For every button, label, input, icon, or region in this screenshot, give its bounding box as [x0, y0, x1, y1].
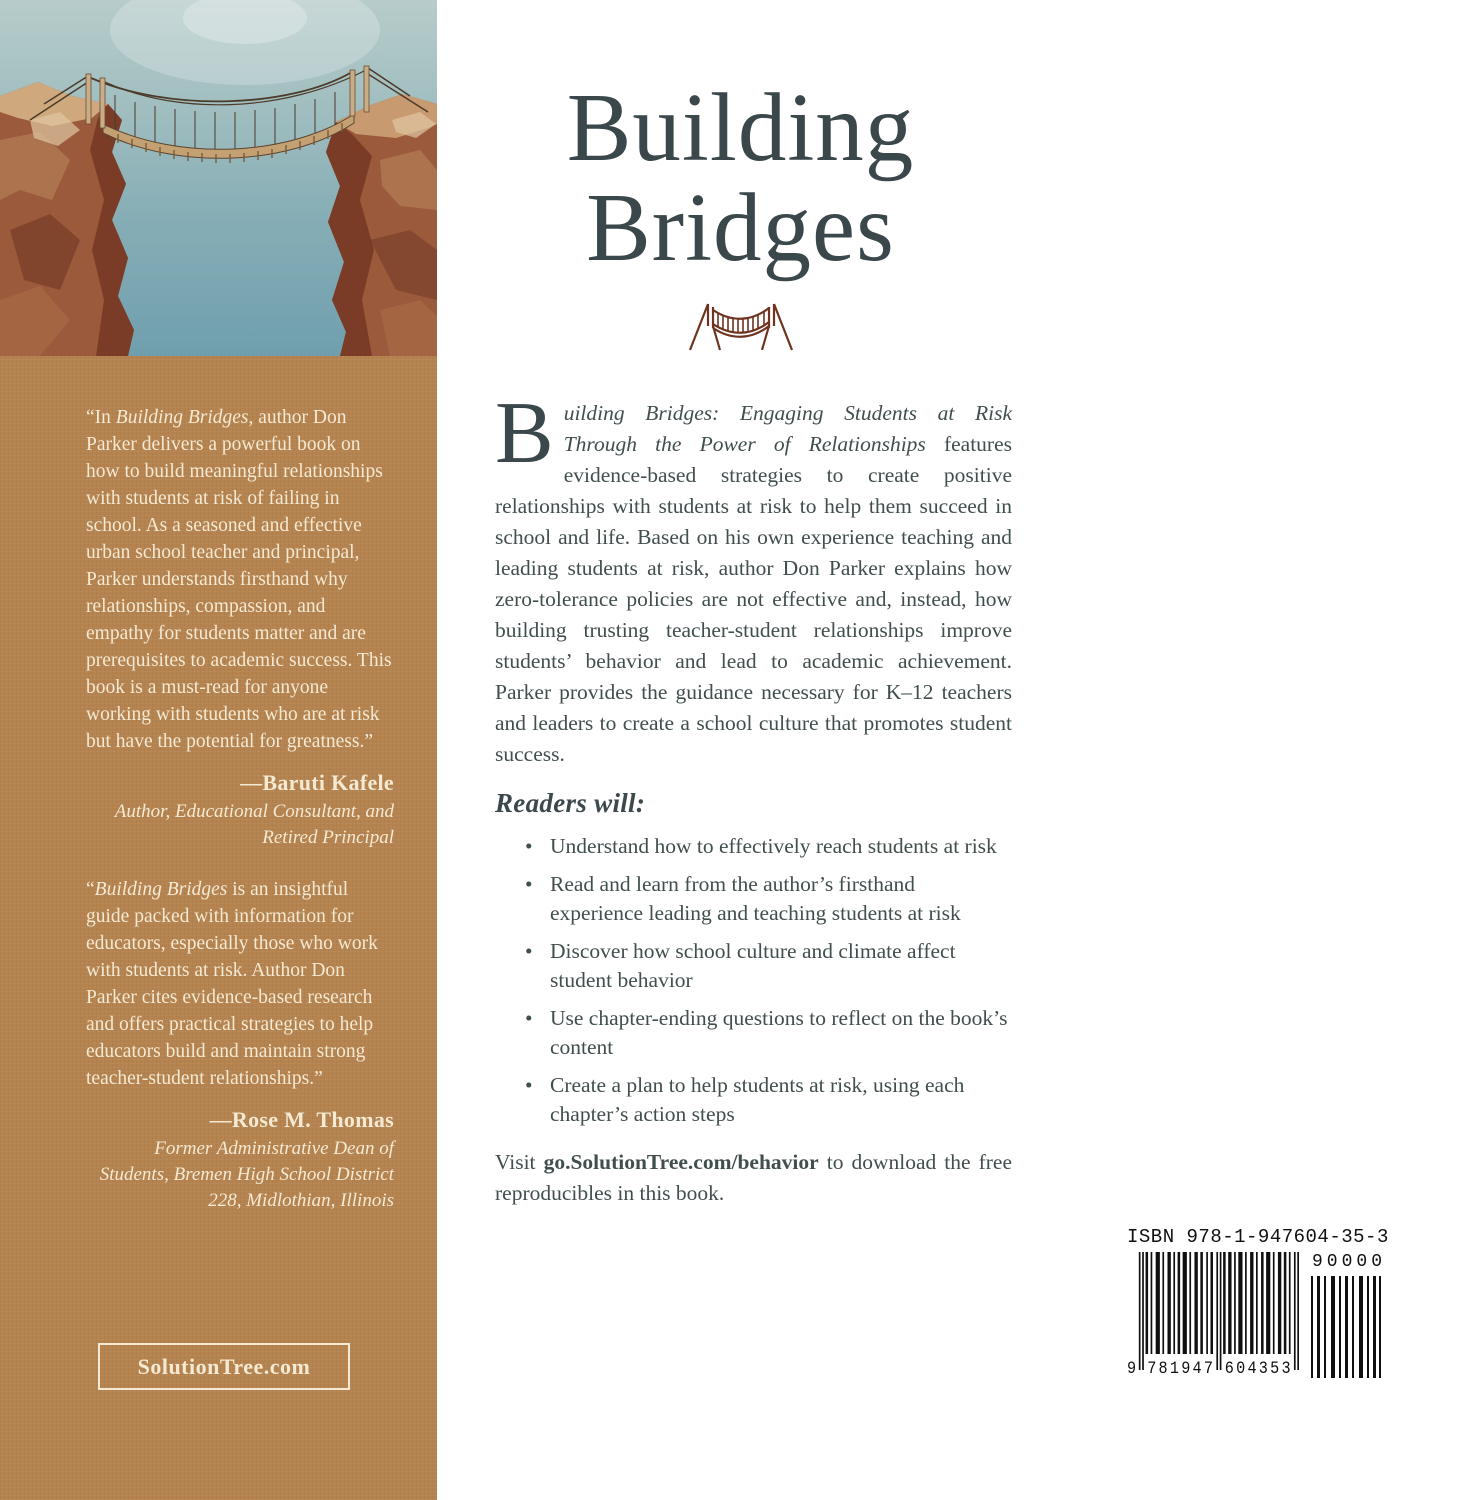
drop-cap: B: [495, 385, 554, 482]
testimonials: [86, 404, 394, 1214]
attribution-title-2: Former Administrative Dean of Students, Bremen High School District 228, Midlothian, Illinois: [99, 1138, 394, 1211]
ean13-barcode: [1127, 1252, 1299, 1378]
svg-text:604353: 604353: [1224, 1357, 1291, 1379]
attribution-title-1: Author, Educational Consultant, and Retired Principal: [114, 801, 394, 848]
isbn-barcode-block: [1127, 1226, 1457, 1378]
svg-text:90000: 90000: [1312, 1252, 1382, 1272]
visit-note: Visit go.SolutionTree.com/behavior to download the free reproducibles in this book.: [495, 1150, 1012, 1205]
svg-text:9: 9: [1127, 1357, 1137, 1379]
right-panel: [437, 0, 1389, 1500]
svg-text:781947: 781947: [1147, 1357, 1213, 1379]
attribution-name-2: —Rose M. Thomas: [209, 1107, 394, 1132]
book-description: Building Bridges: Engaging Students at Risk Through the Power of Relationships features evidence-based strategies to create positive relationships with students at risk to help them succeed in school and life. Based on his own experience teaching and leading students at risk, author Don Parker explains how zero-tolerance policies are not effective and, instead, how building trusting teacher-student relationships improve students’ behavior and lead to academic achievement. Parker provides the guidance necessary for K–12 teachers and leaders to create a school culture that promotes student success.: [495, 385, 1012, 766]
isbn-number: ISBN 978-1-947604-35-3: [1127, 1226, 1389, 1248]
bridge-icon: [437, 300, 1044, 352]
bridge-photo: [0, 0, 437, 356]
download-url: go.SolutionTree.com/behavior: [543, 1150, 819, 1174]
price-supplement-barcode: [1309, 1252, 1385, 1378]
book-subtitle-italic: uilding Bridges: Engaging Students at Risk Through the Power of Relationships: [563, 401, 1012, 456]
list-item: • Read and learn from the author’s firsthand experience leading and teaching students at risk: [495, 870, 1012, 928]
book-title-italic: Building Bridges: [115, 407, 249, 428]
readers-benefits-list: [495, 832, 1012, 1129]
website-label: SolutionTree.com: [137, 1353, 311, 1379]
list-item: • Discover how school culture and climate affect student behavior: [495, 937, 1012, 995]
book-title-italic: Building Bridges: [94, 879, 228, 900]
list-item: • Understand how to effectively reach students at risk: [495, 832, 1012, 861]
testimonial-quote-1: “In Building Bridges, author Don Parker delivers a powerful book on how to build meaningful relationships with students at risk of failing in school. As a seasoned and effective urban school teacher and principal, Parker understands firsthand why relationships, compassion, and empathy for students matter and are prerequisites to academic success. This book is a must-read for anyone working with students who are at risk but have the potential for greatness.”: [86, 407, 392, 752]
solutiontree-website-box: [98, 1343, 350, 1390]
right-cliff: [326, 94, 437, 356]
book-title: Building Bridges: [566, 74, 915, 281]
description-column: [495, 385, 1012, 1209]
list-item: • Use chapter-ending questions to reflect on the book’s content: [495, 1004, 1012, 1062]
left-panel: [0, 0, 437, 1500]
readers-will-heading: Readers will:: [495, 788, 646, 818]
testimonial-quote-2: “Building Bridges is an insightful guide packed with information for educators, especially those who work with students at risk. Author Don Parker cites evidence-based research and offers practical strategies to help educators build and maintain strong teacher-student relationships.”: [86, 879, 378, 1089]
list-item: • Create a plan to help students at risk, using each chapter’s action steps: [495, 1071, 1012, 1129]
attribution-name-1: —Baruti Kafele: [240, 770, 394, 795]
